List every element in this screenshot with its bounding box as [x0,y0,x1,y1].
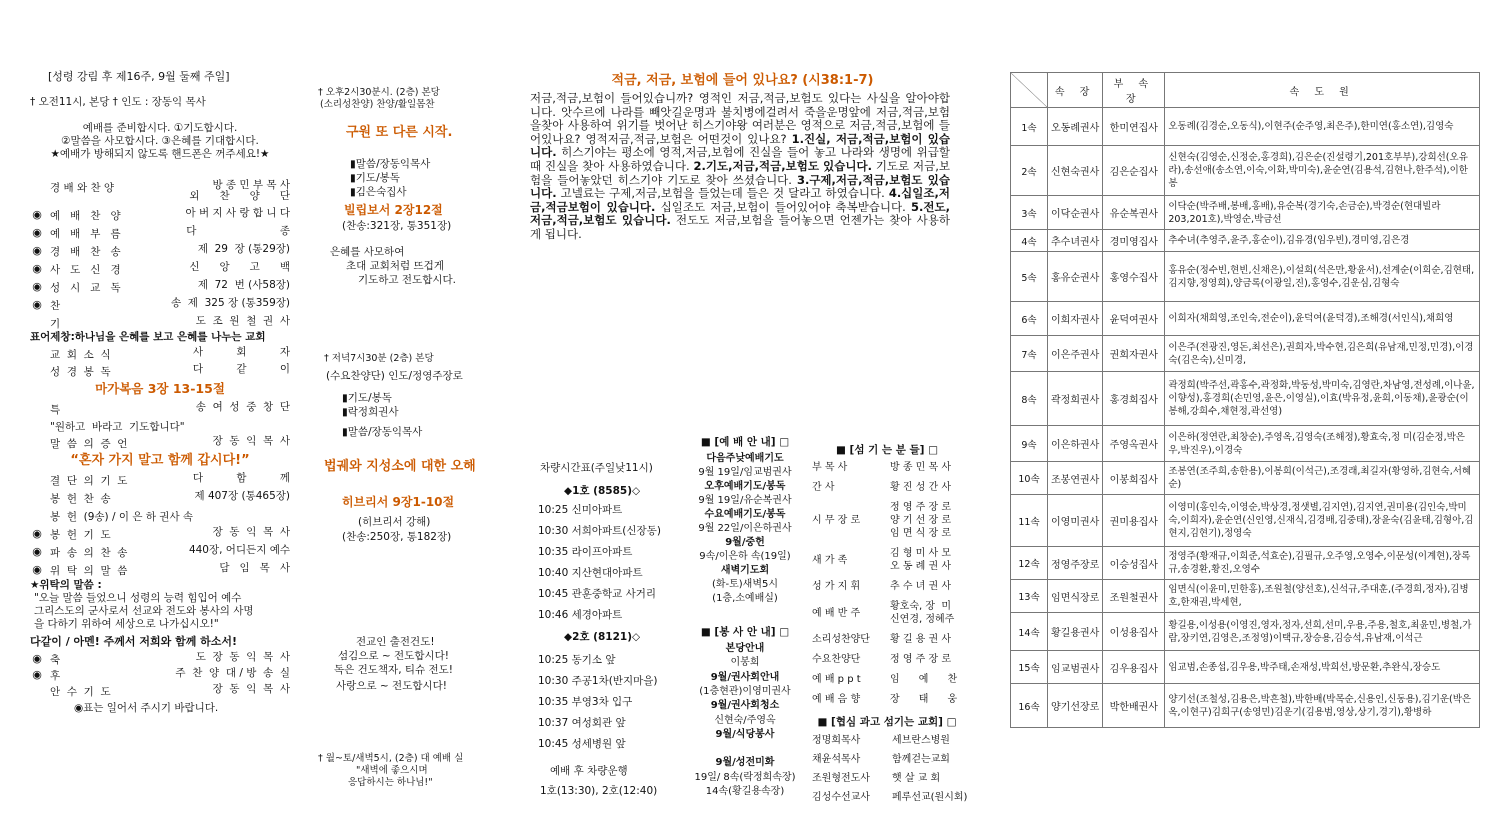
cell-subleader: 이성용집사 [1103,613,1165,651]
mission-person: 조원형전도사 [812,773,870,784]
cell-leader: 이영미권사 [1048,495,1103,547]
serve-guide-item: 9월/식당봉사 [715,728,775,740]
cell-subleader: 한미연집사 [1103,108,1165,146]
cell-members: 임교범,손종섭,김우용,박주태,손재성,박희선,방문환,추완식,장승도 [1165,651,1480,684]
cell-number: 14속 [1011,613,1048,651]
mission-person: 김성수선교사 [812,792,870,803]
worship-guide-item: 새벽기도회 [720,565,770,576]
cell-number: 9속 [1011,426,1048,462]
service-time: † 오전11시, 본당 † 인도 : 장동익 목사 [30,96,206,108]
order-item-name: 성 시 교 독 [50,282,121,294]
order-item-name: 성 경 봉 독 [50,366,111,378]
order-item-name: 후 [50,670,61,682]
order-item-detail: 440장, 어디든지 예수 [188,544,290,556]
cell-subleader: 홍경희집사 [1103,372,1165,426]
cell-leader: 신현숙권사 [1048,146,1103,196]
prep-line-1: 예배를 준비합시다. ①기도합시다. [82,122,238,134]
order-item-detail: 송 여 성 중 창 단 [195,401,290,413]
worship-guide-item: 9월 19일/유순복권사 [698,495,792,506]
wednesday-service-leader: (수요찬양단) 인도/정영주장로 [326,370,463,382]
worship-guide-header: ■ [예 배 안 내] □ [700,436,790,448]
cell-members: 오동례(김경순,오동식),이현주(순주영,최은주),한미연(홍소연),김영숙 [1165,108,1480,146]
order-item-detail: 주 찬 양 대 / 방 송 실 [175,667,290,679]
order-item-detail: 담 임 목 사 [219,562,290,574]
table-row [1011,651,1480,684]
staff-name: 추 수 녀 권 사 [890,581,952,592]
serve-guide-header: ■ [봉 사 안 내] □ [700,626,790,638]
route2-stop: 10:45 성세병원 앞 [538,738,626,750]
afternoon-hymn: (찬송:321장, 통351장) [342,220,452,232]
staff-name: 황 진 성 간 사 [890,482,952,493]
cell-number: 7속 [1011,336,1048,372]
table-row [1011,372,1480,426]
verse-line-2: 초대 교회처럼 뜨겁게 [346,260,444,272]
cell-subleader: 이봉희집사 [1103,462,1165,495]
order-item-detail: 제 72 번 (사58장) [197,279,290,291]
wednesday-sermon-title: 법궤와 지성소에 대한 오해 [324,459,476,474]
serve-guide-item: 14속(황길용속장) [705,786,785,797]
wednesday-service-time: † 저녁7시30분 (2층) 본당 [324,353,434,364]
cell-members: 이은하(정연란,최창순),주영옥,김영숙(조해정),황효숙,정 미(김순정,박은우,박진우),이경숙 [1165,426,1480,462]
standing-marker: ◉ [32,298,42,311]
staff-role: 시 무 장 로 [812,515,861,526]
serve-guide-item: (1층현관)이영미권사 [699,685,791,697]
worship-guide-item: 오후예배기도/봉독 [704,481,786,492]
cell-leader: 임면식장로 [1048,580,1103,613]
order-item-name: 예 배 찬 양 [50,210,121,222]
cell-number: 1속 [1011,108,1048,146]
order-item-name: 파 송 의 찬 송 [50,547,128,559]
table-row [1011,426,1480,462]
order-item-detail: 방 종 민 부 목 사 외 찬 양 단 [189,179,290,202]
commission-label: ★위탁의 말씀 : [30,579,102,591]
standing-marker: ◉ [32,244,42,257]
serve-guide-item: 19일/ 8속(락정희속장) [694,771,796,783]
route1-stop: 10:46 세경아파트 [538,609,623,621]
route2-title: ◆2호 (8121)◇ [564,631,641,643]
cell-subleader: 윤덕여권사 [1103,302,1165,336]
cell-number: 12속 [1011,547,1048,580]
table-row [1011,252,1480,302]
cell-number: 2속 [1011,146,1048,196]
route2-stop: 10:30 주공1차(반지마을) [538,675,658,687]
commission-line-2: 그리스도의 군사로서 선교와 전도와 봉사의 사명 [34,605,254,617]
cell-members: 이닥순(박주배,봉배,홍배),유순복(경기숙,손금순),박경순(현대빌라203,201호),박영순,박금선 [1165,196,1480,230]
standing-marker: ◉ [32,527,42,540]
order-item-name: 경 배 찬 송 [50,246,121,258]
cell-number: 6속 [1011,302,1048,336]
shuttle-title: 차량시간표(주일낮11시) [540,462,653,474]
order-item-detail: 다 같 이 [192,363,290,375]
cell-leader: 추수녀권사 [1048,230,1103,252]
cell-group-table [1010,72,1480,728]
route1-title: ◆1호 (8585)◇ [564,485,641,497]
staff-name: 정 영 주 장 로 [890,654,952,665]
order-item-detail: 다 종 [186,225,290,237]
wednesday-series: (히브리서 강해) [358,516,431,528]
worship-guide-item: 다음주낮예배기도 [706,453,784,464]
cell-number: 13속 [1011,580,1048,613]
table-header-row [1011,73,1480,108]
order-item-detail: 제 29 장 (통29장) [197,243,290,255]
order-item-name: 찬 [50,300,61,312]
table-body [1011,108,1480,728]
order-item-detail: 송 제 325 장 (통359장) [170,297,290,309]
verse-line-1: 은혜를 사모하여 [330,246,405,258]
promo-line-4: 사랑으로 ~ 전도합시다! [336,680,447,692]
table-row [1011,684,1480,728]
cell-subleader: 조원철권사 [1103,580,1165,613]
order-item-detail: 장 동 익 목 사 [212,683,290,695]
cell-members: 정영주(황재규,이희준,석효순),김필규,오주영,오영수,이문성(이계현),장록규,송경환,황진,오영수 [1165,547,1480,580]
wednesday-item-3: ▮말씀/장동익목사 [342,426,423,438]
cell-subleader: 홍영수집사 [1103,252,1165,302]
serve-guide-item: 9월/권사회안내 [710,671,780,683]
cell-subleader: 권미용집사 [1103,495,1165,547]
wednesday-hymn: (찬송:250장, 통182장) [342,531,452,543]
dawn-service-time: † 월~토/새벽5시, (2층) 대 예배 실 [318,753,464,764]
order-item-name: 봉 헌 기 도 [50,529,111,541]
dawn-line-2: 응답하시는 하나님!" [348,777,433,788]
mission-place: 페루선교(원시회) [892,792,968,803]
staff-name: 정 영 주 장 로 양 기 선 장 로 임 면 식 장 로 [890,502,952,539]
cell-leader: 양기선장로 [1048,684,1103,728]
cell-number: 4속 [1011,230,1048,252]
wednesday-scripture: 히브리서 9장1-10절 [342,495,455,509]
cell-members: 이은주(전광진,영돈,최선은),권희자,박수현,김은희(유남재,민정,민경),이경숙(김은숙),신미경, [1165,336,1480,372]
order-item-detail: 도 장 동 익 목 사 [195,651,290,663]
staff-name: 황 길 용 권 사 [890,634,952,645]
commission-line-1: "오늘 말씀 들었으니 성령의 능력 힘입어 예수 [34,592,242,604]
order-item-name: 예 배 부 름 [50,228,121,240]
table-row [1011,302,1480,336]
mission-place: 함께걷는교회 [892,754,950,765]
cell-leader: 홍유순권사 [1048,252,1103,302]
cell-leader: 이은주권사 [1048,336,1103,372]
order-item-detail: 신 앙 고 백 [189,261,290,273]
standing-marker: ◉ [32,652,42,665]
cell-subleader: 김우용집사 [1103,651,1165,684]
table-row [1011,336,1480,372]
cell-leader: 이희자권사 [1048,302,1103,336]
route2-stop: 10:37 여성회관 앞 [538,717,626,729]
verse-line-3: 기도하고 전도합시다. [358,274,456,286]
sermon-title: “혼자 가지 말고 함께 갑시다!” [70,453,250,468]
standing-marker: ◉ [32,280,42,293]
order-item-detail: 장 동 익 목 사 [212,435,290,447]
order-item-name: 경 배 와 찬 양 [50,182,115,194]
table-row [1011,462,1480,495]
cell-number: 11속 [1011,495,1048,547]
table-header-subleader: 부 속 장 [1103,73,1165,108]
staff-header: ■ [섬 기 는 분 들] □ [835,444,939,456]
standing-marker: ◉ [32,262,42,275]
afternoon-item-1: ▮말씀/장동익목사 [350,158,431,170]
cell-leader: 이은하권사 [1048,426,1103,462]
cell-subleader: 김은순집사 [1103,146,1165,196]
staff-role: 예 배 음 향 [812,694,861,705]
wednesday-item-2: ▮락정희권사 [342,406,399,418]
order-item-name: 교 회 소 식 [50,349,111,361]
cell-number: 10속 [1011,462,1048,495]
theme-text: 표어제창:하나님을 은혜를 보고 은혜를 나누는 교회 [30,331,266,343]
order-item-name: 특 [50,404,61,416]
staff-role: 예 배 반 주 [812,607,861,619]
standing-marker: ◉ [32,563,42,576]
standing-marker: ◉ [32,545,42,558]
staff-role: 부 목 사 [812,462,848,473]
after-service-label: 예배 후 차량운행 [550,765,628,777]
cell-number: 8속 [1011,372,1048,426]
prep-line-3: ★예배가 방해되지 않도록 핸드폰은 꺼주세요!★ [50,148,270,160]
serve-guide-item: 9월/성전미화 [715,757,775,769]
afternoon-item-2: ▮기도/봉독 [350,172,400,184]
standing-marker: ◉ [32,226,42,239]
afternoon-item-3: ▮김은숙집사 [350,186,407,198]
cell-subleader: 주영옥권사 [1103,426,1165,462]
order-item-name: 기 [50,318,61,330]
staff-name: 방 종 민 목 사 [890,462,952,473]
article-title: 적금, 저금, 보험에 들어 있나요? (시38:1-7) [611,73,874,88]
route1-stop: 10:40 지산현대아파트 [538,567,643,579]
staff-role: 새 가 족 [812,554,848,566]
table-row [1011,547,1480,580]
afternoon-service-time: † 오후2시30분시. (2층) 본당 [318,87,440,98]
mission-person: 정명희목사 [812,735,861,746]
serve-guide-item: 본당안내 [725,643,765,654]
staff-role: 수요찬양단 [812,654,861,665]
route1-stop: 10:30 서희아파트(신장동) [538,525,661,537]
order-item-name: 봉 헌 찬 송 [50,493,111,505]
order-item-name: 위 탁 의 말 씀 [50,565,128,577]
order-item-detail: 다 함 께 [192,472,290,484]
footnote: ◉표는 일어서 주시기 바랍니다. [74,702,219,714]
staff-role: 간 사 [812,482,835,493]
mission-place: 햇 살 교 회 [892,773,941,784]
cell-leader: 이닥순권사 [1048,196,1103,230]
promo-line-2: 섬김으로 ~ 전도합시다! [338,650,449,662]
worship-guide-item: 9월 19일/임교범권사 [698,467,792,478]
staff-role: 소리성찬양단 [812,634,870,645]
table-row [1011,495,1480,547]
article-body [530,92,950,242]
cell-subleader: 권희자권사 [1103,336,1165,372]
table-header-members: 속 도 원 [1165,73,1480,108]
order-item-name: 안 수 기 도 [50,686,111,698]
cell-subleader: 박한배권사 [1103,684,1165,728]
worship-guide-item: 9속/이은하 속(19일) [699,551,791,562]
route1-stop: 10:25 신미아파트 [538,504,623,516]
order-item-detail: 제 407장 (통465장) [194,490,290,502]
table-row [1011,230,1480,252]
table-row [1011,613,1480,651]
cell-members: 신현숙(김영순,신정순,홍경희),김은순(진설령기,201호부부),강희선(오유라),송선애(송소연,이숙,이화,박미숙),윤순연(김용석,김현나,한주석),이한봉 [1165,146,1480,196]
cell-members: 이영미(홍인숙,이영순,박상경,정샛별,김지연),김지연,권미용(김인숙,박미숙,이희자),윤순연(신인영,신재식,김경배,김중태),장윤숙(김윤태,김형아,김현지,김현기),정영숙 [1165,495,1480,547]
service-header: [성령 강림 후 제16주, 9월 둘째 주일] [48,70,230,83]
cell-subleader: 이승성집사 [1103,547,1165,580]
after-service-times: 1호(13:30), 2호(12:40) [540,785,658,797]
cell-members: 황길용,이성용(이영진,영자,정자,선희,선미,우용,주용,철호,최윤민,병철,가람,장키연,김영은,조정영)이택규,장승용,김승석,유남재,이석근 [1165,613,1480,651]
worship-guide-item: (화-토)새벽5시 [711,579,779,590]
promo-line-1: 전교인 출전건도! [356,636,435,648]
worship-guide-item: 9월 22일/이은하권사 [698,523,792,534]
cell-members: 추수녀(추영주,윤주,홍순이),김유경(임우빈),경미영,김은경 [1165,230,1480,252]
order-item-name: 사 도 신 경 [50,264,121,276]
table-header-corner [1011,73,1048,108]
order-item-detail: 아 버 지 사 랑 합 니 다 [185,207,290,219]
promo-line-3: 독은 건도책자, 티슈 전도! [334,664,453,676]
cell-leader: 임교범권사 [1048,651,1103,684]
cell-members: 홍유순(정수빈,현빈,신채은),이설희(석은만,황윤서),선계순(이희순,김현태,김지향,정영희),양금록(이광일,진),홍영수,김운심,김형숙 [1165,252,1480,302]
table-row [1011,146,1480,196]
worship-guide-item: (1층,소예배실) [712,593,778,604]
cell-leader: 조봉연권사 [1048,462,1103,495]
standing-marker: ◉ [32,668,42,681]
commission-line-3: 을 다하기 위하여 세상으로 나가십시오!" [34,618,219,630]
cell-subleader: 유순복권사 [1103,196,1165,230]
order-item-detail: 장 동 익 목 사 [212,526,290,538]
mission-person: 채윤석목사 [812,754,861,765]
cell-members: 이희자(채희영,조인숙,전순이),윤덕여(윤덕경),조해경(서인식),채희영 [1165,302,1480,336]
cell-subleader: 경미영집사 [1103,230,1165,252]
scripture-reference: 마가복음 3장 13-15절 [95,381,225,396]
order-item-name: 봉 헌 (9송) / 이 은 하 권사 속 [50,511,194,523]
table-row [1011,580,1480,613]
route2-stop: 10:25 동기소 앞 [538,654,616,666]
order-item-detail: 도 조 원 철 권 사 [195,315,290,327]
staff-role: 예 배 p p t [812,674,861,685]
order-item-name: 결 단 의 기 도 [50,475,128,487]
prep-line-2: ②말씀을 사모합시다. ③은혜를 기대합시다. [61,135,259,147]
cell-members: 임면식(이윤미,민한홍),조원철(양선호),신석규,주대훈,(주경희,정자),김병호,한재권,박세현, [1165,580,1480,613]
order-item-name: 축 [50,654,61,666]
worship-guide-item: 9월/중헌 [725,537,765,548]
cell-number: 15속 [1011,651,1048,684]
cell-number: 3속 [1011,196,1048,230]
serve-guide-item: 9월/권사회청소 [710,700,780,712]
table-row [1011,108,1480,146]
table-row [1011,196,1480,230]
cell-leader: 황길용권사 [1048,613,1103,651]
serve-guide-item: 이봉희 [730,657,760,669]
order-item-name: 말 씀 의 증 언 [50,438,128,450]
cell-leader: 오동례권사 [1048,108,1103,146]
dawn-line-1: "새벽에 좋으시며 [356,765,428,776]
order-item-detail: 사 회 자 [192,346,290,358]
mission-header: ■ [협심 과고 섬기는 교회] □ [817,716,957,728]
cell-members: 조봉연(조주희,송한용),이봉희(이석근),조경래,최길자(황영하,김현숙,서혜순) [1165,462,1480,495]
cell-number: 5속 [1011,252,1048,302]
order-item-name: "원하고 바라고 기도합니다" [50,421,185,433]
route1-stop: 10:35 라이프아파트 [538,546,633,558]
standing-marker: ◉ [32,208,42,221]
wednesday-item-1: ▮기도/봉독 [342,392,392,404]
staff-name: 황호숙, 장 미 신연경, 정혜주 [890,601,955,625]
response-text: 다같이 / 아멘! 주께서 저희와 함께 하소서! [30,635,238,648]
cell-leader: 정영주장로 [1048,547,1103,580]
cell-members: 양기선(조철성,김용은,박흔철),박한배(박목순,신용인,신동용),김기운(박은옥,이현구)김희구(송영민)김운기(김용범,영상,상기,경기),황병하 [1165,684,1480,728]
staff-role: 성 가 지 휘 [812,581,861,592]
afternoon-service-leader: (소리성찬양) 찬양/활일몸찬 [320,99,435,110]
cell-members: 곽정희(박주선,곽홍수,곽정화,박동성,박미숙,김영란,차남영,전성례,이나윤,이향성),홍경희(손민영,윤은,이영실),이효(박유정,윤희,이동채),윤광순(이봉해,강희수,채현정,곽선영) [1165,372,1480,426]
mission-place: 세브란스병원 [892,735,950,746]
afternoon-scripture: 빌립보서 2장12절 [344,203,443,217]
cell-number: 16속 [1011,684,1048,728]
staff-name: 김 형 미 사 모 오 동 례 권 사 [890,548,952,572]
staff-name: 장 태 웅 [890,694,958,705]
serve-guide-item: 신현숙/주영옥 [714,714,776,726]
afternoon-sermon-title: 구원 또 다른 시작. [346,125,453,140]
article-paragraph: 저금,적금,보험이 들어있습니까? 영적인 저금,적금,보험도 있다는 사실을 알아야합니다. 앗수르에 나라를 빼앗길운명과 불치병에걸려서 죽을운명앞에 저금,적금,보험을찾아 사용하여 위기를 벗어난 히스기야왕 여러분은 영적으로 저금,적금,보험에 들어있나요? 영적저금,적금,보험은 어떤것이 있나요? 1.진실, 저금,적금,보험이 있습니다. 히스기야는 평소에 영적,저금,보험에 진실을 들어 놓고 나라와 생명에 위급할 때 진실을 찾아 사용하였습니다. 2.기도,저금,적금,보험도 있습니다. 기도로 저금,보험을 들어놓았던 히스기야 기도로 찾아 쓰셨습니다. 3.구제,저금,적금,보험도 있습니다. 고넬료는 구제,저금,보험을 들었는데 들은 것 달라고 하였습니다. 4.십일조,저금,적금보험이 있습니다. 십일조도 저금,보험이 들어있어야 축복받습니다. 5.전도,저금,적금,보험도 있습니다. 전도도 저금,보험을 들어놓으면 언젠가는 찾아 사용하게 됩니다. [530,91,951,241]
cell-leader: 곽정희권사 [1048,372,1103,426]
route1-stop: 10:45 관훈중학교 사거리 [538,588,657,600]
worship-guide-item: 수요예배기도/봉독 [704,509,786,520]
table-header-leader: 속 장 [1048,73,1103,108]
staff-name: 임 예 찬 [890,674,958,685]
route2-stop: 10:35 부영3차 입구 [538,696,633,708]
